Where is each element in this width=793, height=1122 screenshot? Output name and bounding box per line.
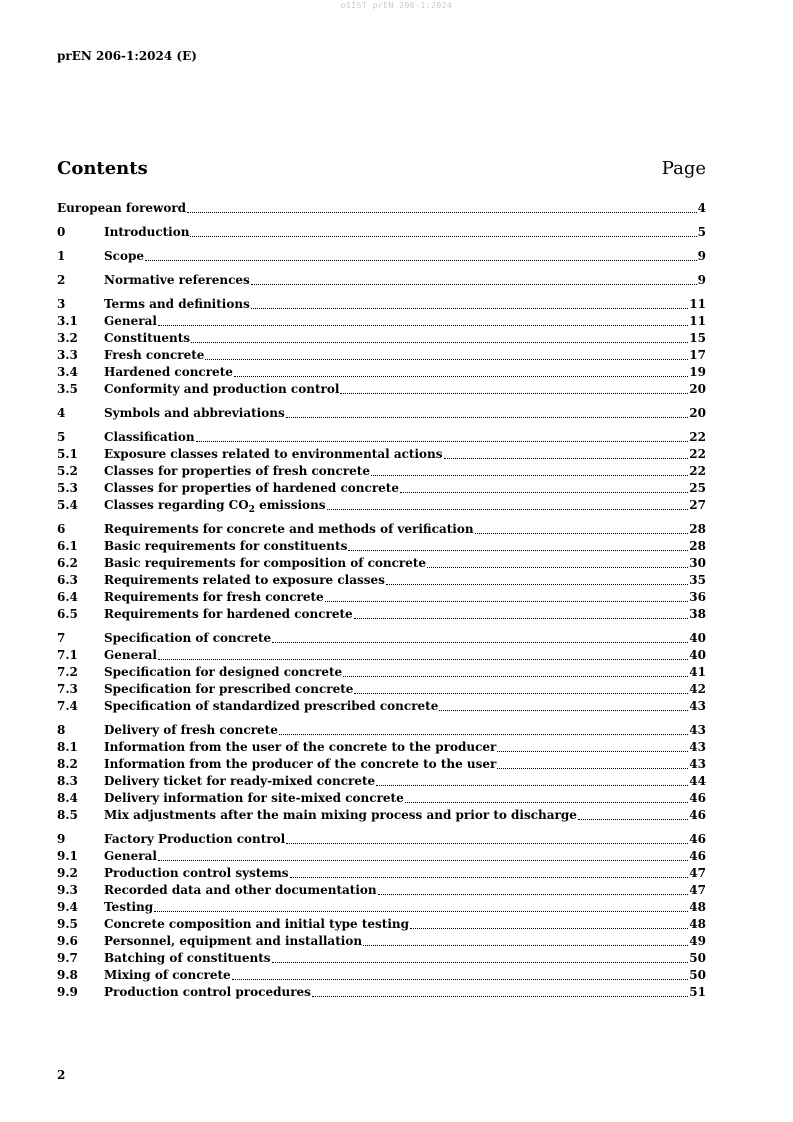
toc-entry-title: Requirements for hardened concrete (104, 607, 353, 621)
toc-dot-leader (354, 692, 688, 694)
toc-entry[interactable] (57, 330, 706, 347)
toc-dot-leader (354, 617, 689, 619)
toc-dot-leader (251, 283, 697, 285)
toc-entry-title: Personnel, equipment and installation (104, 934, 363, 948)
toc-entry-title: Production control procedures (104, 985, 311, 999)
toc-entry-title: Production control systems (104, 866, 289, 880)
toc-entry[interactable] (57, 681, 706, 698)
toc-dot-leader (376, 784, 688, 786)
toc-entry-number: 8.3 (57, 774, 78, 788)
toc-entry-page: 35 (689, 573, 706, 587)
toc-entry-number: 7.3 (57, 682, 78, 696)
toc-entry[interactable] (57, 296, 706, 313)
toc-entry[interactable] (57, 967, 706, 984)
toc-entry-number: 2 (57, 273, 66, 287)
toc-entry-page: 43 (689, 699, 706, 713)
toc-entry-number: 8.2 (57, 757, 78, 771)
toc-entry[interactable] (57, 463, 706, 480)
toc-entry-title: Exposure classes related to environmental actions (104, 447, 443, 461)
toc-dot-leader (378, 893, 689, 895)
toc-dot-leader (475, 532, 689, 534)
toc-entry[interactable] (57, 882, 706, 899)
toc-entry-page: 46 (689, 808, 706, 822)
toc-entry-page: 25 (689, 481, 706, 495)
toc-entry-number: 9.5 (57, 917, 78, 931)
toc-entry-number: 3 (57, 297, 66, 311)
page-column-heading: Page (661, 158, 706, 179)
toc-entry-page: 43 (689, 740, 706, 754)
toc-entry-number: 6 (57, 522, 66, 536)
toc-dot-leader (234, 375, 688, 377)
toc-dot-leader (158, 658, 688, 660)
toc-entry-page: 20 (689, 406, 706, 420)
toc-entry-title: Introduction (104, 225, 190, 239)
toc-entry-number: 3.1 (57, 314, 78, 328)
page-number: 2 (57, 1068, 66, 1082)
toc-entry-page: 30 (689, 556, 706, 570)
toc-entry-title-subscript: 2 (248, 505, 255, 515)
toc-entry[interactable] (57, 773, 706, 790)
toc-dot-leader (145, 259, 697, 261)
toc-entry-page: 17 (689, 348, 706, 362)
toc-entry-title: Constituents (104, 331, 191, 345)
toc-entry-title: Delivery information for site-mixed concrete (104, 791, 404, 805)
toc-entry-page: 22 (689, 464, 706, 478)
toc-entry-page: 41 (689, 665, 706, 679)
toc-entry-number: 5.3 (57, 481, 78, 495)
toc-dot-leader (363, 944, 688, 946)
toc-entry[interactable] (57, 555, 706, 572)
toc-entry-page: 46 (689, 849, 706, 863)
toc-entry-title-part: emissions (254, 498, 326, 512)
toc-entry-page: 42 (689, 682, 706, 696)
toc-entry-title: Mix adjustments after the main mixing process and prior to discharge (104, 808, 577, 822)
toc-entry-title: Specification of standardized prescribed concrete (104, 699, 439, 713)
toc-entry[interactable] (57, 480, 706, 497)
toc-entry-page: 46 (689, 832, 706, 846)
toc-entry[interactable] (57, 497, 706, 514)
table-of-contents (57, 200, 706, 1001)
toc-entry-title: Requirements for fresh concrete (104, 590, 324, 604)
toc-entry-title: Testing (104, 900, 154, 914)
toc-entry[interactable] (57, 521, 706, 538)
toc-dot-leader (158, 324, 688, 326)
toc-entry-number: 6.2 (57, 556, 78, 570)
toc-entry-page: 22 (689, 447, 706, 461)
toc-dot-leader (158, 859, 688, 861)
toc-entry-number: 8.4 (57, 791, 78, 805)
toc-entry-title: Mixing of concrete (104, 968, 231, 982)
toc-entry-page: 15 (689, 331, 706, 345)
toc-entry-page: 11 (689, 297, 706, 311)
toc-entry[interactable] (57, 630, 706, 647)
toc-entry-number: 4 (57, 406, 66, 420)
toc-entry[interactable] (57, 722, 706, 739)
toc-dot-leader (343, 675, 688, 677)
toc-dot-leader (232, 978, 689, 980)
toc-entry-number: 7.1 (57, 648, 78, 662)
contents-heading: Contents (57, 158, 148, 179)
toc-dot-leader (348, 549, 688, 551)
watermark: oSIST prEN 206-1:2024 (340, 1, 453, 10)
toc-entry-number: 9.3 (57, 883, 78, 897)
toc-entry-number: 5.2 (57, 464, 78, 478)
toc-entry-page: 44 (689, 774, 706, 788)
toc-entry-page: 20 (689, 382, 706, 396)
toc-entry-page: 40 (689, 648, 706, 662)
toc-entry[interactable] (57, 950, 706, 967)
toc-entry-title: Information from the producer of the concrete to the user (104, 757, 497, 771)
toc-entry[interactable] (57, 538, 706, 555)
toc-entry-number: 9.2 (57, 866, 78, 880)
toc-entry-page: 43 (689, 757, 706, 771)
toc-entry-page: 28 (689, 522, 706, 536)
toc-entry-page: 43 (689, 723, 706, 737)
toc-entry-number: 5.1 (57, 447, 78, 461)
toc-entry-page: 46 (689, 791, 706, 805)
toc-entry-title: Recorded data and other documentation (104, 883, 377, 897)
toc-entry[interactable] (57, 831, 706, 848)
document-id: prEN 206-1:2024 (E) (57, 49, 197, 63)
toc-entry-title: Classes for properties of hardened concrete (104, 481, 399, 495)
toc-entry[interactable] (57, 224, 706, 241)
toc-entry-number: 9.7 (57, 951, 78, 965)
toc-dot-leader (196, 440, 689, 442)
toc-entry-page: 28 (689, 539, 706, 553)
toc-entry[interactable] (57, 429, 706, 446)
toc-entry-page: 27 (689, 498, 706, 512)
toc-entry[interactable] (57, 698, 706, 715)
toc-entry-number: 9 (57, 832, 66, 846)
toc-entry-page: 40 (689, 631, 706, 645)
toc-entry[interactable] (57, 248, 706, 265)
toc-entry-title: Delivery of fresh concrete (104, 723, 278, 737)
toc-entry-page: 48 (689, 917, 706, 931)
toc-entry-number: 9.6 (57, 934, 78, 948)
toc-entry[interactable] (57, 405, 706, 422)
toc-entry-page: 47 (689, 866, 706, 880)
toc-entry-page: 4 (697, 201, 706, 215)
toc-dot-leader (410, 927, 688, 929)
toc-entry-title: European foreword (57, 201, 187, 215)
toc-entry-number: 3.3 (57, 348, 78, 362)
toc-entry-page: 5 (697, 225, 706, 239)
toc-entry-title: General (104, 648, 157, 662)
toc-entry-title-part: Classes regarding CO (104, 498, 249, 512)
toc-entry-title: Conformity and production control (104, 382, 340, 396)
toc-entry-number: 9.8 (57, 968, 78, 982)
toc-dot-leader (205, 358, 688, 360)
toc-entry-title: Specification for designed concrete (104, 665, 343, 679)
toc-dot-leader (325, 600, 689, 602)
toc-dot-leader (405, 801, 689, 803)
toc-entry-number: 6.1 (57, 539, 78, 553)
toc-entry-title: Concrete composition and initial type testing (104, 917, 410, 931)
toc-dot-leader (286, 416, 689, 418)
toc-dot-leader (154, 910, 688, 912)
toc-entry-page: 36 (689, 590, 706, 604)
toc-dot-leader (312, 995, 688, 997)
toc-dot-leader (578, 818, 688, 820)
toc-entry[interactable] (57, 606, 706, 623)
toc-entry[interactable] (57, 664, 706, 681)
toc-entry-page: 9 (697, 273, 706, 287)
toc-entry[interactable] (57, 807, 706, 824)
toc-entry-page: 51 (689, 985, 706, 999)
toc-entry-number: 6.5 (57, 607, 78, 621)
toc-entry[interactable] (57, 984, 706, 1001)
toc-entry-title: Classification (104, 430, 195, 444)
toc-entry[interactable] (57, 347, 706, 364)
toc-entry-page: 19 (689, 365, 706, 379)
toc-entry-number: 9.1 (57, 849, 78, 863)
toc-entry-title: Fresh concrete (104, 348, 205, 362)
toc-entry-title: Basic requirements for composition of concrete (104, 556, 427, 570)
toc-dot-leader (439, 709, 688, 711)
toc-dot-leader (427, 566, 688, 568)
toc-dot-leader (187, 211, 697, 213)
toc-dot-leader (190, 235, 696, 237)
toc-entry[interactable] (57, 572, 706, 589)
toc-entry[interactable] (57, 756, 706, 773)
toc-entry-page: 47 (689, 883, 706, 897)
toc-entry-number: 3.5 (57, 382, 78, 396)
toc-entry-page: 11 (689, 314, 706, 328)
toc-entry-number: 9.9 (57, 985, 78, 999)
toc-entry[interactable] (57, 272, 706, 289)
toc-entry-number: 9.4 (57, 900, 78, 914)
toc-entry[interactable] (57, 589, 706, 606)
toc-entry-number: 7.2 (57, 665, 78, 679)
toc-entry-title (104, 497, 326, 514)
toc-dot-leader (272, 961, 689, 963)
toc-entry-number: 0 (57, 225, 66, 239)
toc-entry-number: 3.4 (57, 365, 78, 379)
toc-entry-title: General (104, 314, 157, 328)
toc-entry-title: Scope (104, 249, 145, 263)
toc-entry[interactable] (57, 790, 706, 807)
toc-dot-leader (340, 392, 688, 394)
toc-entry-number: 6.3 (57, 573, 78, 587)
toc-entry-page: 49 (689, 934, 706, 948)
toc-entry[interactable] (57, 313, 706, 330)
toc-entry-page: 48 (689, 900, 706, 914)
toc-entry-number: 8 (57, 723, 66, 737)
toc-dot-leader (272, 641, 688, 643)
toc-dot-leader (497, 750, 688, 752)
toc-entry-title: Symbols and abbreviations (104, 406, 285, 420)
toc-dot-leader (279, 733, 688, 735)
toc-entry-number: 8.1 (57, 740, 78, 754)
toc-entry-page: 9 (697, 249, 706, 263)
toc-entry-page: 50 (689, 968, 706, 982)
toc-entry-number: 7 (57, 631, 66, 645)
toc-entry[interactable] (57, 899, 706, 916)
toc-entry-page: 50 (689, 951, 706, 965)
toc-entry-title: Batching of constituents (104, 951, 271, 965)
toc-entry-number: 6.4 (57, 590, 78, 604)
toc-dot-leader (327, 508, 689, 510)
toc-entry-page: 38 (689, 607, 706, 621)
toc-entry[interactable] (57, 865, 706, 882)
toc-dot-leader (400, 491, 688, 493)
toc-entry-number: 1 (57, 249, 66, 263)
toc-entry[interactable] (57, 446, 706, 463)
toc-entry-title: Terms and definitions (104, 297, 250, 311)
toc-entry[interactable] (57, 381, 706, 398)
toc-entry-title: General (104, 849, 157, 863)
toc-entry[interactable] (57, 647, 706, 664)
toc-entry-title: Factory Production control (104, 832, 286, 846)
toc-entry[interactable] (57, 916, 706, 933)
toc-dot-leader (191, 341, 688, 343)
toc-entry-title: Information from the user of the concrete to the producer (104, 740, 497, 754)
toc-dot-leader (371, 474, 688, 476)
toc-dot-leader (286, 842, 688, 844)
toc-entry[interactable] (57, 739, 706, 756)
toc-entry-page: 22 (689, 430, 706, 444)
toc-entry[interactable] (57, 364, 706, 381)
toc-entry-number: 5.4 (57, 498, 78, 512)
toc-entry[interactable] (57, 848, 706, 865)
toc-entry-number: 3.2 (57, 331, 78, 345)
toc-entry[interactable] (57, 200, 706, 217)
toc-entry-title: Classes for properties of fresh concrete (104, 464, 370, 478)
toc-entry[interactable] (57, 933, 706, 950)
toc-dot-leader (444, 457, 689, 459)
toc-dot-leader (251, 307, 688, 309)
toc-entry-title: Normative references (104, 273, 250, 287)
toc-dot-leader (497, 767, 688, 769)
toc-entry-title: Basic requirements for constituents (104, 539, 348, 553)
toc-entry-number: 5 (57, 430, 66, 444)
toc-entry-title: Specification for prescribed concrete (104, 682, 354, 696)
toc-entry-title: Delivery ticket for ready-mixed concrete (104, 774, 376, 788)
toc-dot-leader (386, 583, 688, 585)
toc-entry-number: 7.4 (57, 699, 78, 713)
toc-entry-title: Requirements related to exposure classes (104, 573, 385, 587)
toc-entry-title: Requirements for concrete and methods of verification (104, 522, 474, 536)
toc-entry-title: Hardened concrete (104, 365, 233, 379)
toc-entry-title: Specification of concrete (104, 631, 272, 645)
toc-dot-leader (290, 876, 689, 878)
toc-entry-number: 8.5 (57, 808, 78, 822)
